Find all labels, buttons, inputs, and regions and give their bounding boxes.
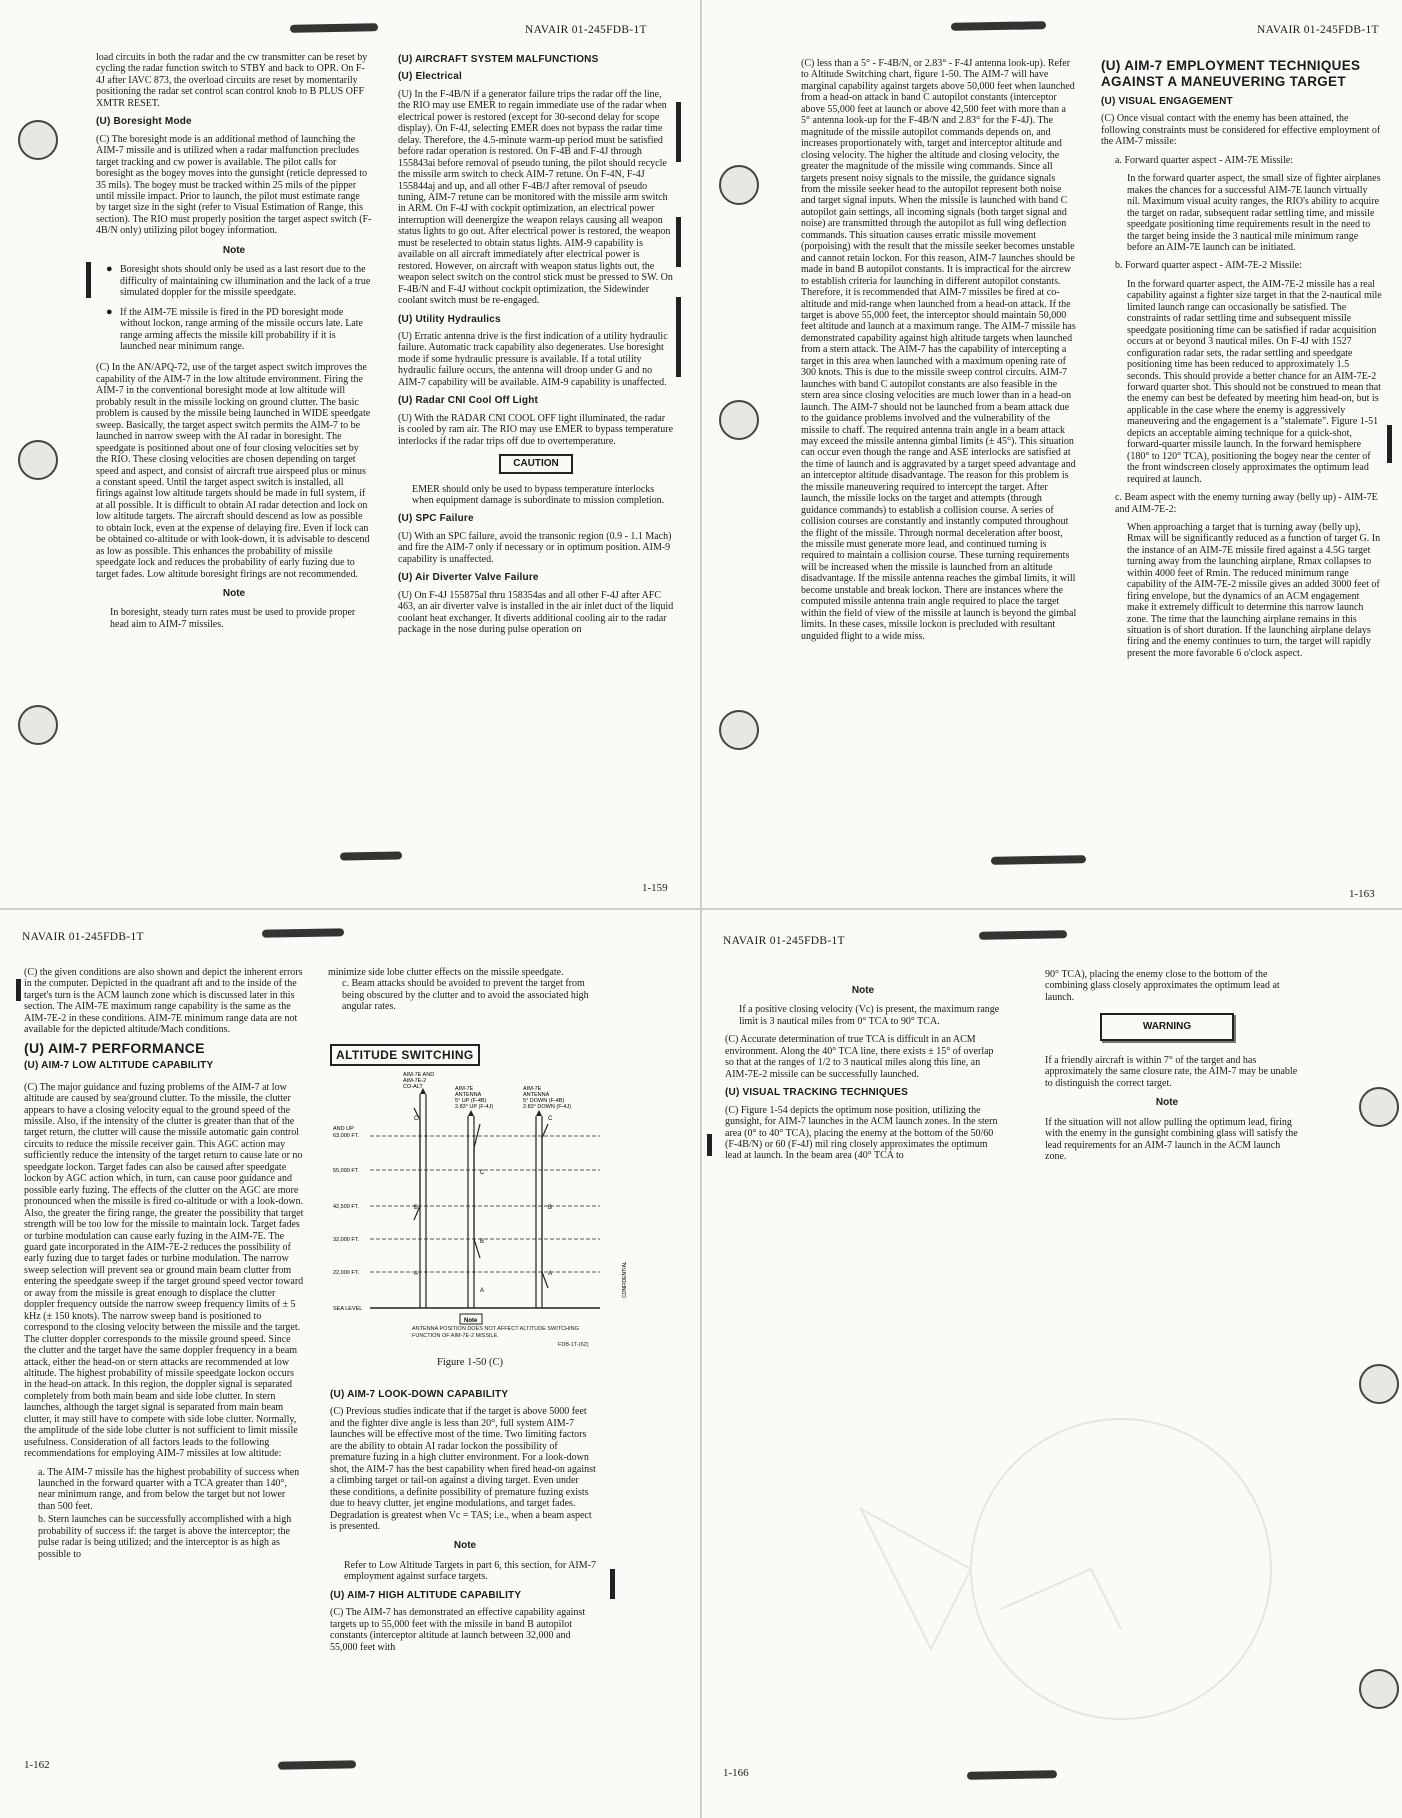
classification-stamp [967,1770,1057,1780]
note-heading: Note [1155,1097,1179,1109]
note-text: If a positive closing velocity (Vc) is present, the maximum range limit is 3 nautical miles from 0° TCA to 90° TCA. [739,1004,1000,1027]
right-column [328,967,600,1020]
page-header: NAVAIR 01-245FDB-1T [525,24,647,36]
column-label-3: AIM-7E ANTENNA 5° DOWN (F-4B) 2.83° DOWN (F-4J) [523,1086,572,1110]
paragraph: (U) With the RADAR CNI COOL OFF light illuminated, the radar is cooled by ram air. The RIO may use EMER to bypass temperature interlocks if the radar trips off due to overtemperature. [398,412,674,447]
section-heading: (U) Electrical [398,71,462,83]
left-column [24,967,304,1567]
note-heading: Note [222,588,246,600]
paragraph: (U) On F-4J 155875al thru 158354as and all other F-4J after AFC 463, an air diverter valve is installed in the air inlet duct of the liquid coolant heat exchanger. It diverts additional cooling air to the radar package in the nose during pulse operation on [398,589,674,636]
band-letter-b: B [414,1205,419,1211]
classification-stamp [278,1760,356,1769]
band-letter-c: C [480,1170,485,1176]
band-letter-a: A [414,1271,419,1277]
figure-title: ALTITUDE SWITCHING [330,1044,480,1066]
paragraph: (U) With an SPC failure, avoid the transonic region (0.9 - 1.1 Mach) and fire the AIM-7 only if necessary or in optimum position. AIM-9 capability is unaffected. [398,530,672,565]
paragraph: In the forward quarter aspect, the small size of fighter airplanes makes the chances for a successful AIM-7E launch virtually nil. Maximum visual acuity ranges, the RIO's ability to acquire the target on radar, subsequent radar settling time, and missile speedgate positioning time requirements result in the need to the target being inside the 3 nautical mile minimum range before an AIM-7E launch can be initiated. [1127,173,1381,253]
figure-note-label: Note [464,1318,478,1324]
bullet-item: ● Boresight shots should only be used as a last resort due to the difficulty of maintaining cw illumination and the lack of a true simulated doppler for the missile speedgate. [106,263,371,299]
figure-note-text: ANTENNA POSITION DOES NOT AFFECT ALTITUDE SWITCHING FUNCTION OF AIM-7E-2 MISSILE. [412,1326,579,1339]
paragraph: (C) Previous studies indicate that if the target is above 5000 feet and the fighter dive angle is less than 20°, full system AIM-7 launches will be effective most of the time. Two limiting factors are the ability to obtain AI radar lockon the possibility of premature fuzing in a high clutter environment. For a look-down shot, the AIM-7 has the best capability when fired head-on against a climbing target or tail-on against a diving target. Even under these conditions, a definite possibility of premature fuzing exists due to heavy clutter, jet engine modulations, and target fades. Degradation is greatest when Vc = TAS; i.e., when a beam aspect is presented. [330,1406,596,1532]
classification-stamp [340,851,402,860]
section-heading: (U) VISUAL ENGAGEMENT [1101,96,1233,107]
page-header: NAVAIR 01-245FDB-1T [723,935,845,947]
section-heading: (U) AIM-7 HIGH ALTITUDE CAPABILITY [330,1589,522,1601]
page-1-162 [0,909,701,1818]
paragraph: (C) Accurate determination of true TCA is difficult in an ACM environment. Along the 40° TCA line, there exists ± 15° of overlap so that at the ranges of 1/2 to 3 nautical miles along this line, an AIM-7E-2 missile can be successfully launched. [725,1034,994,1080]
list-heading: c. Beam aspect with the enemy turning away (belly up) - AIM-7E and AIM-7E-2: [1115,492,1378,515]
band-letter-a: A [548,1271,553,1277]
left-column [801,58,1077,649]
section-heading: (U) Boresight Mode [96,116,192,128]
paragraph: (C) Once visual contact with the enemy has been attained, the following constraints must be considered for effective employment of the AIM-7 missile: [1101,113,1381,148]
section-heading: (U) AIM-7 PERFORMANCE [24,1039,205,1056]
page-number: 1-159 [642,882,668,894]
classification-stamp [262,928,344,937]
list-heading: b. Forward quarter aspect - AIM-7E-2 Missile: [1115,260,1302,272]
binder-hole [719,165,759,205]
arrow-icon [468,1110,474,1116]
page-divider [0,908,1402,910]
column-label-2: AIM-7E ANTENNA 5° UP (F-4B) 2.83° UP (F-4J) [455,1086,494,1110]
paragraph: When approaching a target that is turning away (belly up), Rmax will be significantly reduced as a function of target G. In the instance of an AIM-7E missile fired against a 4.5G target turning away from the launching airplane, Rmax collapses to within 4000 feet of Rmin. The reduced minimum range capability of the AIM-7E-2 missile gives an added 3000 feet of firing envelope, but the dynamics of an ACM engagement make it extremely difficult to determine this narrow launch zone. The time that the launching airplane remains in this situation is of short duration. If the launching airplane delays firing and the enemy continues to turn, the target will rapidly present the more favorable 6 o'clock aspect. [1127,521,1381,659]
binder-hole [18,120,58,160]
note-heading: Note [222,244,246,256]
page-number: 1-162 [24,1759,50,1771]
row-label-22000: 22,000 FT. [333,1270,359,1276]
row-label-42500: 42,500 FT. [333,1204,359,1210]
classification-stamp [290,23,378,33]
change-bar [1387,425,1392,463]
section-heading: (U) AIM-7 LOOK-DOWN CAPABILITY [330,1389,509,1400]
paragraph: b. Stern launches can be successfully accomplished with a high probability of success if: the target is above the interceptor; the pulse radar is being utilized; and the interceptor is as high as possible to [38,1514,292,1560]
row-label-63000: AND UP 63,000 FT. [333,1126,359,1139]
section-heading: (U) AIM-7 LOW ALTITUDE CAPABILITY [24,1060,214,1072]
change-bar [676,297,681,377]
paragraph: a. The AIM-7 missile has the highest probability of success when launched in the forward quarter with a TCA greater than 140°, near minimum range, and from below the target but not lower than 500 feet. [38,1466,300,1512]
change-bar [86,262,91,298]
change-bar [610,1569,615,1599]
bullet-text: If the AIM-7E missile is fired in the PD boresight mode without lockon, range arming of the missile occurs late. Late range arming affects the missile kill probability if it is launched near minimum range. [120,306,363,352]
band-lines [414,1094,548,1308]
change-bar [676,217,681,267]
figure-classification: CONFIDENTIAL [622,1261,628,1298]
paragraph: (C) Figure 1-54 depicts the optimum nose position, utilizing the gunsight, for AIM-7 launches in the ACM launch zones. In the stern area (0° to 40° TCA), placing the enemy at the bottom of the 50/60 (F-4B/N) or 60 (F-4J) mil ring closely approximates the optimum lead at launch. In the beam area (40° TCA to [725,1104,998,1162]
band-letter-a: A [480,1288,485,1294]
change-bar [676,102,681,162]
page-number: 1-166 [723,1767,749,1779]
right-column [1101,58,1383,666]
left-column [96,52,372,637]
note-text: Refer to Low Altitude Targets in part 6, this section, for AIM-7 employment against surface targets. [344,1559,596,1583]
figure-code: FDB-1T-(62) [558,1342,589,1348]
band-letter-c: C [414,1116,419,1122]
paragraph: In the forward quarter aspect, the AIM-7E-2 missile has a real capability against a fighter size target in that the 2-nautical mile limited launch range can occasionally be satisfied. The constraints of radar settling time and subsequent missile speedgate positioning time can be satisfied if radar acquisition occurs at or beyond 3 nautical miles. On F-4J with 1527 configuration radar sets, the radar settling and speedgate positioning time has been reduced to approximately 1.5 seconds. This should provide a better chance for an AIM-7E-2 forward quarter shot. This should not be construed to mean that the enemy can best be defeated by meeting him head-on, but is applicable in the case where the enemy is aggressively maneuvering and the engagement is a "stalemate". Figure 1-51 depicts an acceptable aiming technique for a quick-shot, forward-quarter missile launch. In the forward hemisphere (180° to 120° TCA), positioning the bogey near the center of the front windscreen closely approximates the optimum lead required at launch. [1127,278,1382,485]
binder-hole [18,705,58,745]
list-heading: a. Forward quarter aspect - AIM-7E Missile: [1115,154,1294,166]
note-heading: Note [851,985,875,996]
paragraph: (U) In the F-4B/N if a generator failure trips the radar off the line, the RIO may use EMER to regain immediate use of the radar when electrical power is restored (except for 30-second delay for scope display). On F-4J, selecting EMER does not bypass the radar time delay. Therefore, the 4.5-minute warm-up period must be satisfied before radar operation is restored. On F-4B and F-4J through 155843ai before removal of pseudo tuning, the pilot should recycle the missile arm switch to check AIM-7 retune. On F-4N, F-4J 155844aj and up, and all other F-4B/J after removal of pseudo tuning, AIM-7 retune can be monitored with the missile arm switch in ARM. On F-4J with cockpit optimization, an electrical power interruption will deenergize the weapon relays causing all weapon status lights to go out. After electrical power is restored, the weapon must be reselected to obtain status lights. AIM-9 capability is available on all aircraft immediately after electrical power is restored. However, on aircraft with weapon status lights out, the weapon select switch on the control stick must be pressed to SW. On F-4B/N and F-4J without cockpit optimization, the Sidewinder coolant switch must be re-engaged. [398,88,673,307]
paragraph: (C) The AIM-7 has demonstrated an effective capability against targets up to 55,000 feet with the missile in band B autopilot constants (interceptor altitude at launch between 32,000 and 55,000 feet with [330,1607,586,1653]
section-heading: (U) VISUAL TRACKING TECHNIQUES [725,1087,909,1099]
warning-box: WARNING [1100,1013,1234,1040]
note-text: In boresight, steady turn rates must be used to provide proper head aim to AIM-7 missiles. [110,607,356,630]
row-label-55000: 55,000 FT. [333,1168,359,1174]
paragraph: 90° TCA), placing the enemy close to the bottom of the combining glass closely approximates the optimum lead at launch. [1045,969,1280,1003]
altitude-switching-figure [330,1044,630,1348]
column-label-1: AIM-7E AND AIM-7E-2 CO-ALT [403,1072,435,1090]
paragraph: (C) less than a 5° - F-4B/N, or 2.83° - F-4J antenna look-up). Refer to Altitude Switching chart, figure 1-50. The AIM-7 will have marginal capability against targets above 50,000 feet when launched from a head-on attack in band C autopilot constants (interceptor above 55,000 feet at launch or above 42,500 feet with more than a 5° antenna look-up for the F-4B/N and 2.83° for the F-4J). The magnitude of the missile autopilot commands depends on, and increases proportionately with, target and interceptor altitude and closing velocity. The higher the altitude and closing velocity, the greater the magnitude of the missile wing commands. Since all targets present noisy signals to the missile, the guidance signals from the missile seeker head to the autopilot represent both noise and target signal inputs. When the missile is launched with band C autopilot gain settings, all incoming signals (both target signal and noise) are transmitted through the autopilot as full wing deflection commands. This situation causes erratic missile movement (porpoising) with the result that the missile seeker becomes unstable and cannot retain lockon. For this reason, AIM-7 launches should be made in band B autopilot constants. It is impractical for the aircrew to establish criteria for launching in different autopilot constants. Therefore, it is recommended that AIM-7 missiles be fired at co-altitude and mid-range when launched from a head-on attack. If the target is above 55,000 feet, the interceptor should maintain 50,000 feet altitude and launch at a maximum range. The AIM-7 missile has demonstrated capability against high altitude targets when launched from a stern attack. The AIM-7 has the capability of intercepting a target in this area when launched with a maximum opening rate of 300 knots. This is due to the missile sweep control circuits. AIM-7 launches with band C autopilot constants are also feasible in the stern area since closing velocities are much lower than in a head-on launch. The AIM-7 should not be launched from a beam attack due to the guidance problems involved and the vulnerability of the missile to chaff. The required antenna train angle in a beam attack may exceed the missile antenna gimbal limits (± 45°). This situation can occur even though the range and ASE interlocks are satisfied at the time of launch and is aggravated by a target speed advantage and an interceptor altitude disadvantage. The reason for this problem is the missile maneuvering required to intercept the target. After launch, the missile locks on the target and attempts (through guidance commands) to establish a collision course. A series of collision courses are constantly and instantly computed throughout the flight of the missile. Through normal deceleration after boost, the missile must generate more lead, and continued turning is required to maintain a collision course. These turning requirements will be increased when the missile is launched from an altitude disadvantage. If the missile antenna reaches the gimbal limits, it will become unstable and break lockon. There are instances where the computed missile antenna train angle required to place the target within the field of view of the missile at launch is beyond the gimbal limits. In these cases, missile lockon is precluded with resultant unguided flight to a wide miss. [801,58,1077,642]
section-heading: (U) Utility Hydraulics [398,313,501,325]
paragraph: (C) the given conditions are also shown and depict the inherent errors in the computer. Depicted in the quadrant aft and to the inside of the target's turn is the ACM launch zone which is discussed later in this section. The AIM-7E maximum range capability is the same as the AIM-7E-2 in these conditions. AIM-7E minimum range data are not available for the depicted altitude/Mach conditions. [24,967,303,1036]
binder-hole [719,400,759,440]
page-header: NAVAIR 01-245FDB-1T [22,931,144,943]
paragraph: (C) The major guidance and fuzing problems of the AIM-7 at low altitude are caused by sea/ground clutter. To the missile, the clutter appears to have a closing velocity equal to the ground speed of the missile. Also, if the intensity of the clutter is greater than that of the target return, the clutter will cause the missile automatic gain control circuits to reduce the missile receiver gain. This AGC action may sufficiently reduce the intensity of the target return to cause late or no speedgate lockon. Target fades can also be caused after speedgate lockon by AGC action which, in turn, can cause poor guidance and possible early fuzing. The effects of the clutter on the AGC are more pronounced when the missile is fired co-altitude or with a look-down. Also, the greater the firing range, the greater the possibility that target strength will be too low for the missile to maintain lock. Target fades or turbine modulation can cause early fuzing in the AIM-7E. The guard gate incorporated in the AIM-7E-2 reduces the possibility of early fuzing due to target fades or turbine modulation. The narrow sweep selection will prevent sea or ground main beam clutter from entering the speedgate sweep if the target ground speed vector toward or away from the missile is great enough to displace the clutter doppler frequency outside the narrow sweep frequency limits of ± 5 kHz (± 150 knots). The narrow sweep band is positioned to correspond to the closing velocity between the missile and the target. The clutter doppler corresponds to the missile ground speed. Since the clutter and the target have the same doppler frequency in a beam attack, either the head-on or stern attacks are recommended at low altitude. The highest probability of missile speedgate lockon occurs in the head-on attack. In this region, the doppler signal is separated completely from both main beam and side lobe clutter. In stern launches, although the target signal is separated from main beam clutter, it may still have to compete with side lobe clutter. Normally, the amplitude of the side lobe clutter is not sufficient to limit missile usefulness. Consideration of all factors leads to the following recommendations for employing AIM-7 missiles at low altitude: [24,1081,304,1460]
section-heading: (U) AIRCRAFT SYSTEM MALFUNCTIONS [398,54,599,65]
page-number: 1-163 [1349,888,1375,900]
right-column [398,52,674,642]
caution-box: CAUTION [499,454,573,473]
paragraph: (C) The boresight mode is an additional method of launching the AIM-7 missile and is utilized when a radar malfunction precludes target tracking and cw power is available. The pilot calls for boresight as the bogey moves into the gunsight (reticle depressed to 35 mils). The bogey must be tracked within 25 mils of the pipper until missile impact. Prior to launch, the pilot must estimate range by target size in the sight (refer to Visual Estimation of Range, this section). The RIO must properly position the target aspect switch (F-4B/N only) utilizing pilot bogey information. [96,133,372,237]
note-text: If the situation will not allow pulling the optimum lead, firing with the enemy in the gunsight combining glass will satisfy the lead requirements for an AIM-7 launch in the ACM launch zone. [1045,1116,1298,1162]
warning-text: If a friendly aircraft is within 7° of the target and has approximately the same closure rate, the AIM-7 may be unable to distinguish the correct target. [1045,1054,1298,1089]
change-bar [16,979,21,1001]
page-1-166 [701,909,1402,1818]
paragraph: (U) Erratic antenna drive is the first indication of a utility hydraulic failure. Automatic track capability also degenerates. Use boresight mode if some hydraulic pressure is available. If a total utility hydraulic failure occurs, the antenna will droop under G and no AIM-7 capability will be available. AIM-9 capability is unaffected. [398,330,668,388]
caution-text: EMER should only be used to bypass temperature interlocks when equipment damage is subordinate to mission completion. [412,483,665,506]
classification-stamp [991,855,1086,865]
page-header: NAVAIR 01-245FDB-1T [1257,24,1379,36]
band-letter-b: B [548,1205,553,1211]
section-heading: (U) SPC Failure [398,513,474,525]
section-heading: (U) Radar CNI Cool Off Light [398,395,539,407]
binder-hole [719,710,759,750]
paragraph: minimize side lobe clutter effects on the missile speedgate. [328,967,564,978]
note-heading: Note [453,1540,477,1552]
row-label-sea-level: SEA LEVEL [333,1306,363,1312]
binder-hole [18,440,58,480]
row-label-32000: 32,000 FT. [333,1237,359,1243]
section-heading: (U) Air Diverter Valve Failure [398,572,539,584]
arrow-icon [536,1110,542,1116]
altitude-gridlines [370,1136,600,1272]
paragraph: load circuits in both the radar and the cw transmitter can be reset by cycling the radar function switch to STBY and back to OPR. On F-4J after IAVC 873, the overload circuits are reset by momentarily positioning the radar set control scan control knob to B PLUS OFF XMTR RESET. [96,52,368,109]
altitude-switching-diagram [330,1068,630,1338]
right-column [1031,969,1303,1169]
section-heading: (U) AIM-7 EMPLOYMENT TECHNIQUES AGAINST A MANEUVERING TARGET [1101,58,1361,89]
bullet-text: Boresight shots should only be used as a last resort due to the difficulty of maintaining cw illumination and the lack of a true simulated doppler for the missile speedgate. [120,264,371,299]
paragraph: (C) In the AN/APQ-72, use of the target aspect switch improves the capability of the AIM-7 in the low altitude environment. Firing the AIM-7 in the conventional boresight mode at low altitude will probably result in the missile locking on ground clutter. The basic problem is caused by the missile being launched in WIDE speedgate sweep. Basically, the target aspect switch permits the AIM-7 to be launched in narrow sweep with the AI radar in boresight. The speedgate is positioned about one of four closing velocities set by the RIO. These closing velocities are chosen depending on target speed and aspect, and consist of aircraft true airspeed plus or minus a constant speed. Until the target aspect switch is installed, all firings against low altitude targets should be made in full system, if at all possible. It is difficult to obtain AI radar detection and lock on low altitude targets. The aircraft should descend as low as possible to obtain lock, even at the expense of delaying fire. Even if lock can be obtained co-altitude or with look-down, it is advisable to descend as low as possible. This enhances the probability of missile speedgate lock and reduces the probability of early fuzing due to target fades. Low altitude boresight firings are not recommended. [96,362,371,580]
figure-caption: Figure 1-50 (C) [437,1357,503,1368]
paragraph: c. Beam attacks should be avoided to prevent the target from being obscured by the clutter and to avoid the associated high angular rates. [342,978,589,1013]
page-1-159 [0,0,701,909]
page-1-163 [701,0,1402,909]
left-column [725,975,1001,1169]
band-letter-c: C [548,1116,553,1122]
right-column-lower [330,1383,600,1660]
bullet-item: ● If the AIM-7E missile is fired in the PD boresight mode without lockon, range arming of the missile occurs late. Late range arming affects the missile kill probability if it is launched near minimum range. [106,307,372,353]
band-letter-b: B [480,1239,485,1245]
classification-stamp [951,21,1046,31]
